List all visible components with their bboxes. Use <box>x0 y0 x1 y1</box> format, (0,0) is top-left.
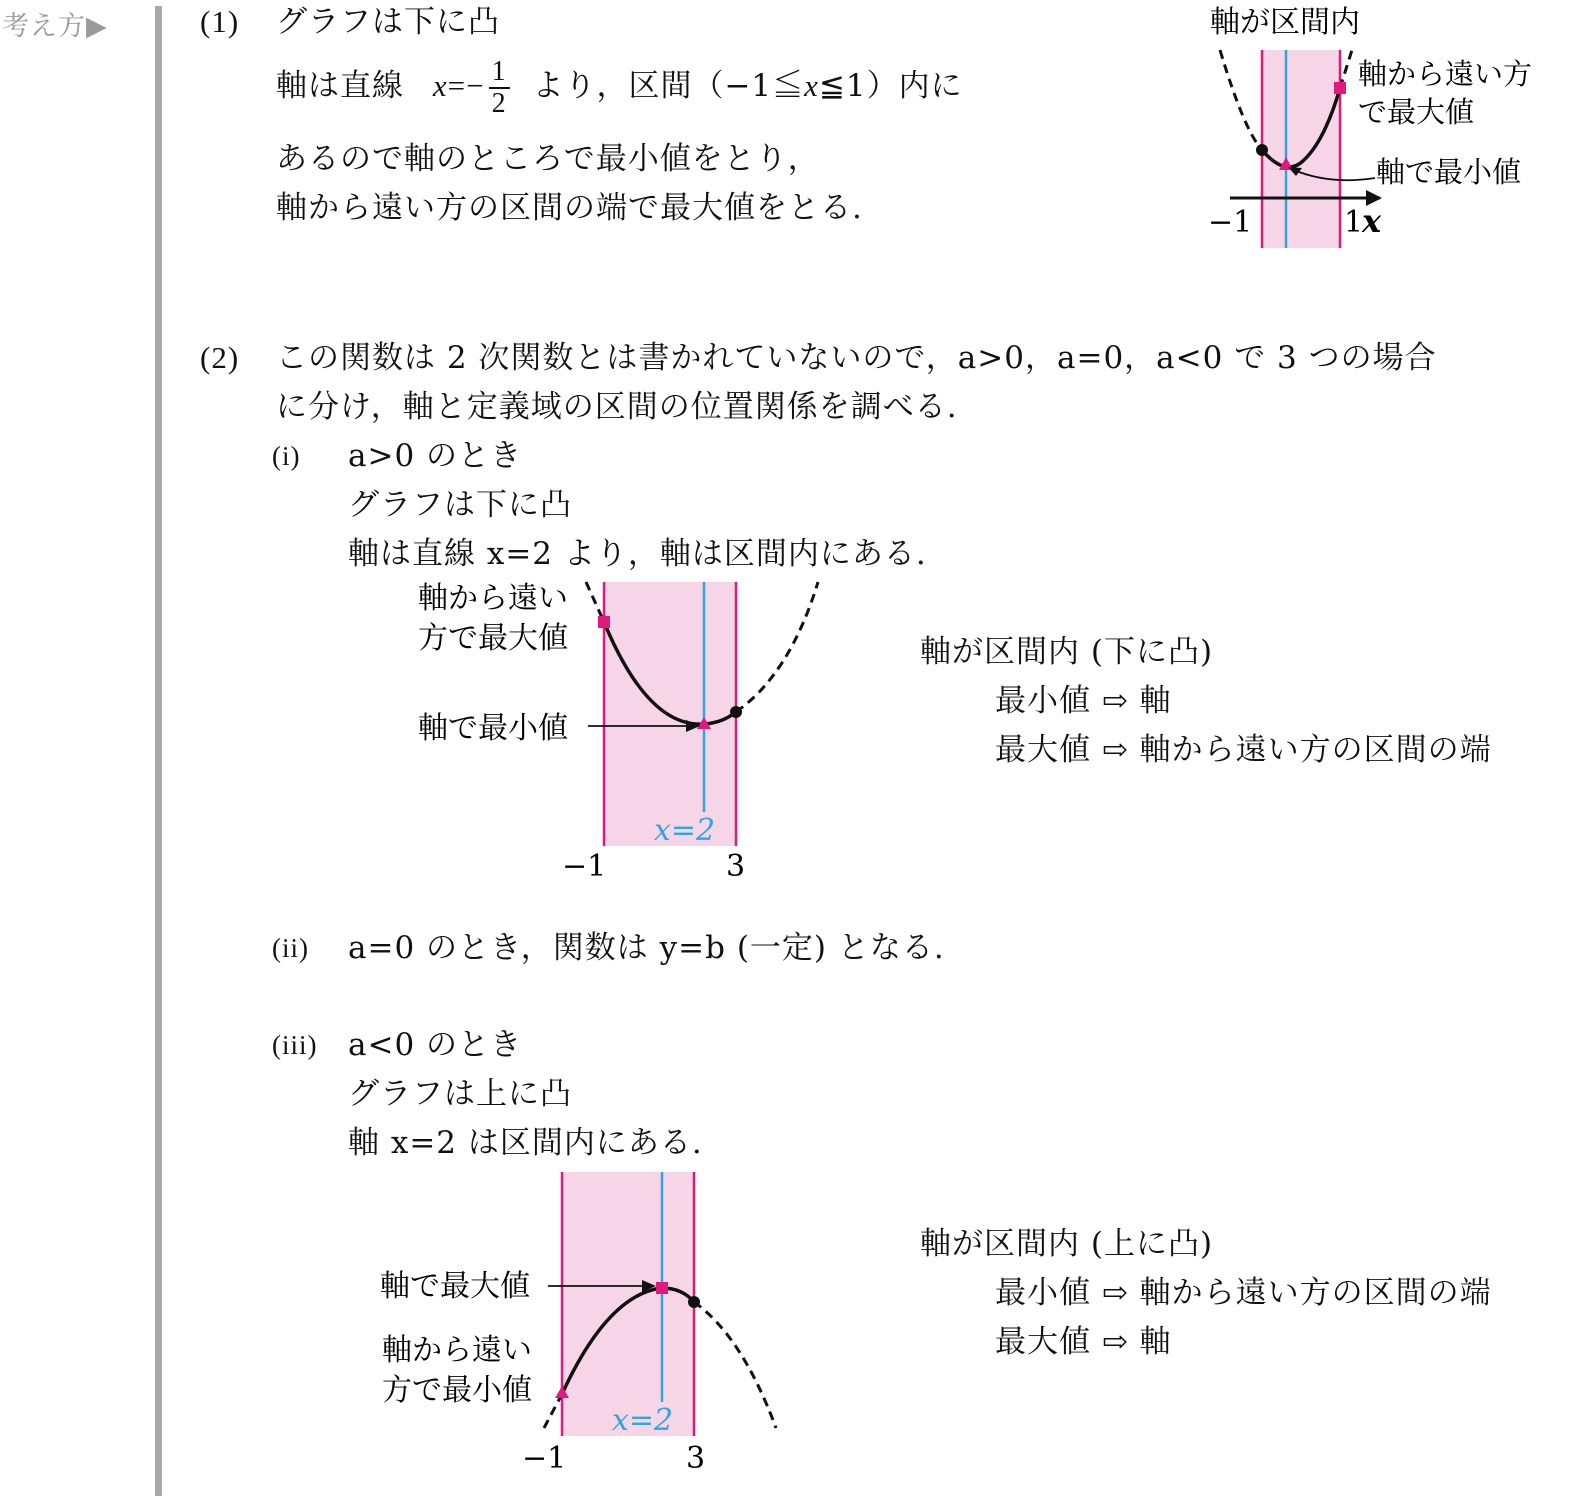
case1-min-label: 軸で最小値 <box>418 711 568 746</box>
part1-line2-end: ≦1）内に <box>818 68 963 104</box>
case1-condition: a>0 のとき <box>348 438 523 474</box>
case3-summary-title: 軸が区間内 (上に凸) <box>920 1226 1214 1262</box>
case1-graph <box>410 578 840 884</box>
case3-summary-max: 最大値 ⇨ 軸 <box>995 1324 1172 1360</box>
interval-region <box>1262 50 1340 248</box>
part1-eq: =− <box>447 68 485 103</box>
case1-summary-min: 最小値 ⇨ 軸 <box>995 683 1172 719</box>
part1-line2 <box>276 55 963 119</box>
part1-line2-pre: 軸は直線 <box>276 68 404 104</box>
part1-line2-post: より，区間（−1≦ <box>532 68 805 104</box>
case1-max-label-line2: 方で最大値 <box>418 621 568 656</box>
case3-xmin-label: −1 <box>522 1441 567 1476</box>
case3-summary-min: 最小値 ⇨ 軸から遠い方の区間の端 <box>995 1275 1492 1311</box>
case3-condition: a<0 のとき <box>348 1027 523 1063</box>
maximum-marker <box>598 616 610 628</box>
part2-line2: に分け，軸と定義域の区間の位置関係を調べる. <box>276 389 958 425</box>
case3-min-label-line1: 軸から遠い <box>382 1333 532 1368</box>
case1-summary-title: 軸が区間内 (下に凸) <box>920 634 1214 670</box>
case3-max-label: 軸で最大値 <box>380 1269 530 1304</box>
part2-line1: この関数は 2 次関数とは書かれていないので，a>0，a=0，a<0 で 3 つの場合 <box>276 340 1437 376</box>
case1-summary-max: 最大値 ⇨ 軸から遠い方の区間の端 <box>995 732 1492 768</box>
part1-axis-label: x <box>1362 202 1382 240</box>
case1-line2: 軸は直線 x=2 より，軸は区間内にある. <box>348 536 927 572</box>
case2-number: (ii) <box>272 933 309 963</box>
case1-xmin-label: −1 <box>562 849 607 884</box>
parabola-left-dashed <box>544 1394 562 1428</box>
case1-xmax-label: 3 <box>726 849 746 884</box>
part1-line3: あるので軸のところで最小値をとり， <box>276 141 820 177</box>
case3-min-label-line2: 方で最小値 <box>382 1373 532 1408</box>
part1-line4: 軸から遠い方の区間の端で最大値をとる. <box>276 190 863 226</box>
part2-number: (2) <box>200 340 240 375</box>
case2-text: a=0 のとき，関数は y=b (一定) となる. <box>348 930 945 966</box>
case3-xmax-label: 3 <box>686 1441 706 1476</box>
part1-line1: グラフは下に凸 <box>276 4 500 40</box>
right-endpoint-dot <box>730 706 742 718</box>
case1-axis-label: x=2 <box>654 813 716 848</box>
part1-graph <box>1180 0 1580 250</box>
parabola-right-dashed <box>736 582 818 712</box>
fraction-one-half <box>489 57 510 119</box>
part1-var-x2: x <box>804 68 819 103</box>
interval-region <box>562 1172 694 1436</box>
part1-number: (1) <box>200 4 240 39</box>
hint-label: 考え方▶ <box>2 11 108 42</box>
margin-bar <box>155 6 162 1496</box>
case1-max-label-line1: 軸から遠い <box>418 581 568 616</box>
fraction-denominator: 2 <box>491 87 507 119</box>
part1-xmin-label: −1 <box>1208 205 1253 240</box>
case1-number: (i) <box>272 441 301 471</box>
case1-line1: グラフは下に凸 <box>348 487 572 523</box>
case3-line2: 軸 x=2 は区間内にある. <box>348 1125 703 1161</box>
part1-max-label-line1: 軸から遠い方 <box>1358 57 1533 91</box>
maximum-marker <box>656 1282 668 1294</box>
case3-graph <box>372 1166 802 1476</box>
right-endpoint-dot <box>688 1296 700 1308</box>
parabola-left-dashed <box>1220 50 1262 150</box>
case3-number: (iii) <box>272 1030 318 1060</box>
case3-line1: グラフは上に凸 <box>348 1076 572 1112</box>
left-endpoint-dot <box>1256 144 1268 156</box>
part1-var-x: x <box>432 68 448 103</box>
part1-xmax-label: 1 <box>1344 205 1364 240</box>
part1-max-label-line2: で最大値 <box>1358 95 1475 129</box>
part1-graph-title: 軸が区間内 <box>1210 5 1360 40</box>
part1-min-label: 軸で最小値 <box>1376 155 1522 189</box>
maximum-marker <box>1334 82 1346 94</box>
fraction-numerator: 1 <box>489 57 510 89</box>
case3-axis-label: x=2 <box>612 1403 674 1438</box>
parabola-right-dashed <box>694 1302 776 1428</box>
